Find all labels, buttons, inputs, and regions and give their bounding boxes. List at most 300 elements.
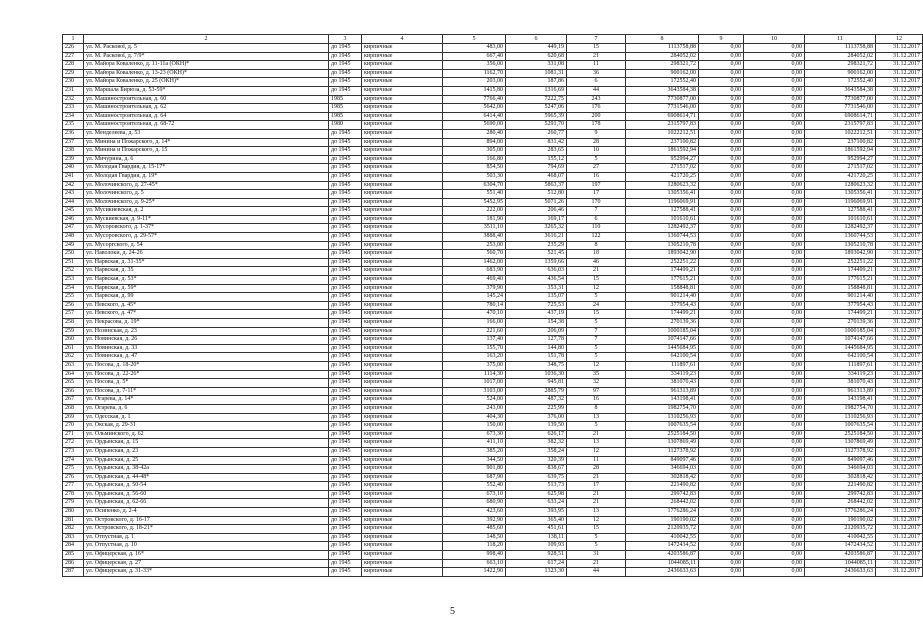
depreciation-cell: 0,00 [699, 181, 744, 190]
total-area-cell: 1017,00 [443, 379, 506, 388]
residual-value-cell: 1113758,88 [805, 44, 876, 53]
residual-value-cell: 1445684,95 [805, 344, 876, 353]
residual-value-cell: 1893042,90 [805, 250, 876, 259]
accrued-amount-cell: 0,00 [744, 344, 805, 353]
construction-year-cell: 1985 [329, 104, 362, 113]
wall-material-cell: кирпичные [362, 525, 443, 534]
column-header: 2 [84, 35, 329, 44]
residents-cell: 13 [567, 439, 626, 448]
construction-year-cell: до 1945 [329, 525, 362, 534]
wall-material-cell: кирпичные [362, 551, 443, 560]
depreciation-cell: 0,00 [699, 551, 744, 560]
residents-cell: 12 [567, 447, 626, 456]
wall-material-cell: кирпичные [362, 327, 443, 336]
row-number-cell: 287 [63, 568, 84, 577]
living-area-cell: 617,24 [506, 559, 567, 568]
living-area-cell: 725,53 [506, 301, 567, 310]
total-area-cell: 118,20 [443, 542, 506, 551]
address-cell: ул. Отпустная, д. 1 [84, 533, 329, 542]
table-row [63, 319, 923, 328]
living-area-cell: 1316,69 [506, 86, 567, 95]
address-cell: ул. Окская, д. 29-31 [84, 422, 329, 431]
depreciation-cell: 0,00 [699, 404, 744, 413]
depreciation-cell: 0,00 [699, 336, 744, 345]
living-area-cell: 794,69 [506, 164, 567, 173]
accrued-amount-cell: 0,00 [744, 215, 805, 224]
table-row [63, 224, 923, 233]
row-number-cell: 269 [63, 413, 84, 422]
living-area-cell: 513,73 [506, 482, 567, 491]
table-row [63, 422, 923, 431]
construction-year-cell: до 1945 [329, 430, 362, 439]
living-area-cell: 127,78 [506, 336, 567, 345]
depreciation-cell: 0,00 [699, 361, 744, 370]
depreciation-cell: 0,00 [699, 447, 744, 456]
book-value-cell: 221490,82 [626, 482, 699, 491]
accrued-amount-cell: 0,00 [744, 224, 805, 233]
residual-value-cell: 177615,21 [805, 276, 876, 285]
residents-cell: 12 [567, 516, 626, 525]
valuation-date-cell: 31.12.2017 [876, 327, 923, 336]
accrued-amount-cell: 0,00 [744, 422, 805, 431]
residual-value-cell: 1776286,24 [805, 508, 876, 517]
valuation-date-cell: 31.12.2017 [876, 284, 923, 293]
living-area-cell: 187,86 [506, 78, 567, 87]
depreciation-cell: 0,00 [699, 112, 744, 121]
depreciation-cell: 0,00 [699, 482, 744, 491]
row-number-cell: 284 [63, 542, 84, 551]
residual-value-cell: 299742,83 [805, 490, 876, 499]
book-value-cell: 1074147,66 [626, 336, 699, 345]
valuation-date-cell: 31.12.2017 [876, 241, 923, 250]
book-value-cell: 849097,46 [626, 456, 699, 465]
residents-cell: 13 [567, 413, 626, 422]
book-value-cell: 190190,02 [626, 516, 699, 525]
residents-cell: 5 [567, 422, 626, 431]
depreciation-cell: 0,00 [699, 172, 744, 181]
residual-value-cell: 377954,43 [805, 301, 876, 310]
row-number-cell: 283 [63, 533, 84, 542]
depreciation-cell: 0,00 [699, 508, 744, 517]
book-value-cell: 1022212,51 [626, 129, 699, 138]
wall-material-cell: кирпичные [362, 172, 443, 181]
living-area-cell: 1359,66 [506, 258, 567, 267]
total-area-cell: 385,20 [443, 447, 506, 456]
valuation-date-cell: 31.12.2017 [876, 138, 923, 147]
residents-cell: 15 [567, 44, 626, 53]
living-area-cell: 620,68 [506, 52, 567, 61]
living-area-cell: 436,54 [506, 276, 567, 285]
construction-year-cell: до 1945 [329, 447, 362, 456]
residual-value-cell: 1196069,91 [805, 198, 876, 207]
accrued-amount-cell: 0,00 [744, 559, 805, 568]
residents-cell: 15 [567, 525, 626, 534]
column-header: 5 [443, 35, 506, 44]
book-value-cell: 1127378,92 [626, 447, 699, 456]
row-number-cell: 258 [63, 319, 84, 328]
living-area-cell: 331,08 [506, 61, 567, 70]
row-number-cell: 274 [63, 456, 84, 465]
construction-year-cell: до 1945 [329, 473, 362, 482]
accrued-amount-cell: 0,00 [744, 198, 805, 207]
living-area-cell: 365,40 [506, 516, 567, 525]
column-header: 7 [567, 35, 626, 44]
table-row [63, 112, 923, 121]
wall-material-cell: кирпичные [362, 542, 443, 551]
address-cell: ул. Мусоровского, д. 1-37* [84, 224, 329, 233]
register-sheet [62, 34, 920, 577]
living-area-cell: 109,93 [506, 542, 567, 551]
construction-year-cell: до 1945 [329, 370, 362, 379]
valuation-date-cell: 31.12.2017 [876, 396, 923, 405]
wall-material-cell: кирпичные [362, 361, 443, 370]
residual-value-cell: 1280623,32 [805, 181, 876, 190]
table-row [63, 138, 923, 147]
accrued-amount-cell: 0,00 [744, 258, 805, 267]
construction-year-cell: до 1945 [329, 172, 362, 181]
row-number-cell: 264 [63, 370, 84, 379]
depreciation-cell: 0,00 [699, 44, 744, 53]
book-value-cell: 381070,43 [626, 379, 699, 388]
accrued-amount-cell: 0,00 [744, 533, 805, 542]
residual-value-cell: 346694,03 [805, 465, 876, 474]
living-area-cell: 831,42 [506, 138, 567, 147]
valuation-date-cell: 31.12.2017 [876, 233, 923, 242]
accrued-amount-cell: 0,00 [744, 310, 805, 319]
total-area-cell: 166,00 [443, 319, 506, 328]
accrued-amount-cell: 0,00 [744, 568, 805, 577]
column-header: 8 [626, 35, 699, 44]
table-row [63, 387, 923, 396]
row-number-cell: 275 [63, 465, 84, 474]
wall-material-cell: кирпичные [362, 404, 443, 413]
construction-year-cell: до 1945 [329, 456, 362, 465]
living-area-cell: 451,61 [506, 525, 567, 534]
residents-cell: 197 [567, 181, 626, 190]
living-area-cell: 1036,30 [506, 370, 567, 379]
depreciation-cell: 0,00 [699, 525, 744, 534]
address-cell: ул. Майора Коваленко, д. 11-11а (ОКН)* [84, 61, 329, 70]
table-row [63, 508, 923, 517]
book-value-cell: 952994,27 [626, 155, 699, 164]
residual-value-cell: 158848,81 [805, 284, 876, 293]
book-value-cell: 299742,83 [626, 490, 699, 499]
construction-year-cell: до 1945 [329, 164, 362, 173]
book-value-cell: 334119,23 [626, 370, 699, 379]
row-number-cell: 270 [63, 422, 84, 431]
residual-value-cell: 143198,41 [805, 396, 876, 405]
construction-year-cell: до 1945 [329, 301, 362, 310]
total-area-cell: 344,50 [443, 456, 506, 465]
book-value-cell: 1000185,04 [626, 327, 699, 336]
address-cell: ул. Нарвская, д. 99 [84, 293, 329, 302]
depreciation-cell: 0,00 [699, 344, 744, 353]
residual-value-cell: 111897,61 [805, 361, 876, 370]
valuation-date-cell: 31.12.2017 [876, 121, 923, 130]
total-area-cell: 3511,10 [443, 224, 506, 233]
living-area-cell: 393,95 [506, 508, 567, 517]
residual-value-cell: 7731546,00 [805, 104, 876, 113]
accrued-amount-cell: 0,00 [744, 121, 805, 130]
construction-year-cell: до 1945 [329, 490, 362, 499]
residual-value-cell: 1305356,41 [805, 190, 876, 199]
living-area-cell: 636,03 [506, 267, 567, 276]
row-number-cell: 249 [63, 241, 84, 250]
row-number-cell: 273 [63, 447, 84, 456]
address-cell: ул. Машиностроительная, д. 62 [84, 104, 329, 113]
depreciation-cell: 0,00 [699, 430, 744, 439]
accrued-amount-cell: 0,00 [744, 181, 805, 190]
total-area-cell: 243,00 [443, 404, 506, 413]
total-area-cell: 663,10 [443, 559, 506, 568]
address-cell: ул. Ордынская, д. 23 [84, 447, 329, 456]
living-area-cell: 144,80 [506, 344, 567, 353]
residents-cell: 6 [567, 78, 626, 87]
total-area-cell: 181,90 [443, 215, 506, 224]
wall-material-cell: кирпичные [362, 310, 443, 319]
living-area-cell: 376,00 [506, 413, 567, 422]
address-cell: ул. Молодая Гвардия, д. 19* [84, 172, 329, 181]
table-row [63, 301, 923, 310]
valuation-date-cell: 31.12.2017 [876, 258, 923, 267]
depreciation-cell: 0,00 [699, 198, 744, 207]
wall-material-cell: кирпичные [362, 559, 443, 568]
valuation-date-cell: 31.12.2017 [876, 490, 923, 499]
residual-value-cell: 849097,46 [805, 456, 876, 465]
valuation-date-cell: 31.12.2017 [876, 164, 923, 173]
book-value-cell: 298321,72 [626, 61, 699, 70]
address-cell: ул. Ольминского, д. 62 [84, 430, 329, 439]
valuation-date-cell: 31.12.2017 [876, 78, 923, 87]
residents-cell: 21 [567, 559, 626, 568]
construction-year-cell: до 1945 [329, 533, 362, 542]
row-number-cell: 276 [63, 473, 84, 482]
accrued-amount-cell: 0,00 [744, 207, 805, 216]
wall-material-cell: кирпичные [362, 276, 443, 285]
accrued-amount-cell: 0,00 [744, 396, 805, 405]
accrued-amount-cell: 0,00 [744, 44, 805, 53]
wall-material-cell: кирпичные [362, 499, 443, 508]
accrued-amount-cell: 0,00 [744, 516, 805, 525]
row-number-cell: 239 [63, 155, 84, 164]
depreciation-cell: 0,00 [699, 121, 744, 130]
depreciation-cell: 0,00 [699, 95, 744, 104]
row-number-cell: 268 [63, 404, 84, 413]
construction-year-cell: до 1945 [329, 439, 362, 448]
wall-material-cell: кирпичные [362, 447, 443, 456]
valuation-date-cell: 31.12.2017 [876, 525, 923, 534]
accrued-amount-cell: 0,00 [744, 327, 805, 336]
total-area-cell: 411,10 [443, 439, 506, 448]
construction-year-cell: до 1945 [329, 379, 362, 388]
book-value-cell: 302818,42 [626, 473, 699, 482]
valuation-date-cell: 31.12.2017 [876, 250, 923, 259]
residents-cell: 5 [567, 319, 626, 328]
wall-material-cell: кирпичные [362, 490, 443, 499]
table-row [63, 104, 923, 113]
total-area-cell: 6414,40 [443, 112, 506, 121]
valuation-date-cell: 31.12.2017 [876, 370, 923, 379]
wall-material-cell: кирпичные [362, 155, 443, 164]
valuation-date-cell: 31.12.2017 [876, 559, 923, 568]
residents-cell: 24 [567, 301, 626, 310]
address-cell: ул. Отпустная, д. 10 [84, 542, 329, 551]
accrued-amount-cell: 0,00 [744, 69, 805, 78]
residents-cell: 110 [567, 224, 626, 233]
depreciation-cell: 0,00 [699, 78, 744, 87]
valuation-date-cell: 31.12.2017 [876, 198, 923, 207]
wall-material-cell: кирпичные [362, 104, 443, 113]
book-value-cell: 7730877,00 [626, 95, 699, 104]
depreciation-cell: 0,00 [699, 164, 744, 173]
row-number-cell: 228 [63, 61, 84, 70]
depreciation-cell: 0,00 [699, 456, 744, 465]
column-number-row [63, 35, 923, 44]
row-number-cell: 232 [63, 95, 84, 104]
wall-material-cell: кирпичные [362, 482, 443, 491]
depreciation-cell: 0,00 [699, 490, 744, 499]
total-area-cell: 552,40 [443, 482, 506, 491]
row-number-cell: 271 [63, 430, 84, 439]
accrued-amount-cell: 0,00 [744, 499, 805, 508]
living-area-cell: 437,19 [506, 310, 567, 319]
construction-year-cell: до 1945 [329, 361, 362, 370]
accrued-amount-cell: 0,00 [744, 551, 805, 560]
residual-value-cell: 1007635,54 [805, 422, 876, 431]
book-value-cell: 1044085,11 [626, 559, 699, 568]
table-row [63, 95, 923, 104]
residents-cell: 5 [567, 353, 626, 362]
total-area-cell: 253,00 [443, 241, 506, 250]
residual-value-cell: 284052,02 [805, 52, 876, 61]
book-value-cell: 268442,02 [626, 499, 699, 508]
living-area-cell: 928,51 [506, 551, 567, 560]
wall-material-cell: кирпичные [362, 439, 443, 448]
residual-value-cell: 270139,36 [805, 319, 876, 328]
book-value-cell: 143198,41 [626, 396, 699, 405]
residual-value-cell: 127588,41 [805, 207, 876, 216]
total-area-cell: 137,40 [443, 336, 506, 345]
accrued-amount-cell: 0,00 [744, 276, 805, 285]
wall-material-cell: кирпичные [362, 224, 443, 233]
valuation-date-cell: 31.12.2017 [876, 533, 923, 542]
row-number-cell: 279 [63, 499, 84, 508]
book-value-cell: 237100,82 [626, 138, 699, 147]
depreciation-cell: 0,00 [699, 319, 744, 328]
address-cell: ул. Молочинского, д. 27-45* [84, 181, 329, 190]
table-row [63, 276, 923, 285]
living-area-cell: 5247,06 [506, 104, 567, 113]
residents-cell: 28 [567, 465, 626, 474]
table-row [63, 121, 923, 130]
residents-cell: 7 [567, 207, 626, 216]
residual-value-cell: 298321,72 [805, 61, 876, 70]
living-area-cell: 512,80 [506, 190, 567, 199]
wall-material-cell: кирпичные [362, 370, 443, 379]
accrued-amount-cell: 0,00 [744, 95, 805, 104]
construction-year-cell: до 1945 [329, 568, 362, 577]
wall-material-cell: кирпичные [362, 250, 443, 259]
residents-cell: 97 [567, 387, 626, 396]
book-value-cell: 346694,03 [626, 465, 699, 474]
book-value-cell: 7731546,00 [626, 104, 699, 113]
living-area-cell: 5291,70 [506, 121, 567, 130]
total-area-cell: 356,00 [443, 61, 506, 70]
row-number-cell: 259 [63, 327, 84, 336]
living-area-cell: 206,46 [506, 207, 567, 216]
address-cell: ул. Маршала Бирюза, д. 53-59* [84, 86, 329, 95]
table-row [63, 327, 923, 336]
address-cell: ул. Мусикиевская, д. 2 [84, 207, 329, 216]
accrued-amount-cell: 0,00 [744, 413, 805, 422]
total-area-cell: 6304,70 [443, 181, 506, 190]
book-value-cell: 900162,00 [626, 69, 699, 78]
valuation-date-cell: 31.12.2017 [876, 336, 923, 345]
residual-value-cell: 237100,82 [805, 138, 876, 147]
table-row [63, 379, 923, 388]
living-area-cell: 3265,32 [506, 224, 567, 233]
row-number-cell: 282 [63, 525, 84, 534]
residents-cell: 122 [567, 233, 626, 242]
valuation-date-cell: 31.12.2017 [876, 439, 923, 448]
construction-year-cell: до 1945 [329, 465, 362, 474]
residual-value-cell: 252251,22 [805, 258, 876, 267]
accrued-amount-cell: 0,00 [744, 370, 805, 379]
residual-value-cell: 1000185,04 [805, 327, 876, 336]
column-header: 3 [329, 35, 362, 44]
accrued-amount-cell: 0,00 [744, 267, 805, 276]
living-area-cell: 1323,30 [506, 568, 567, 577]
depreciation-cell: 0,00 [699, 61, 744, 70]
depreciation-cell: 0,00 [699, 379, 744, 388]
wall-material-cell: кирпичные [362, 164, 443, 173]
table-row [63, 86, 923, 95]
valuation-date-cell: 31.12.2017 [876, 447, 923, 456]
row-number-cell: 253 [63, 276, 84, 285]
row-number-cell: 230 [63, 78, 84, 87]
valuation-date-cell: 31.12.2017 [876, 508, 923, 517]
wall-material-cell: кирпичные [362, 387, 443, 396]
depreciation-cell: 0,00 [699, 327, 744, 336]
valuation-date-cell: 31.12.2017 [876, 112, 923, 121]
address-cell: ул. Машиностроительная, д. 68-72 [84, 121, 329, 130]
living-area-cell: 5071,26 [506, 198, 567, 207]
residents-cell: 46 [567, 258, 626, 267]
column-header: 9 [699, 35, 744, 44]
total-area-cell: 305,00 [443, 147, 506, 156]
accrued-amount-cell: 0,00 [744, 241, 805, 250]
residents-cell: 5 [567, 293, 626, 302]
address-cell: ул. Молочинского, д. 9-25* [84, 198, 329, 207]
wall-material-cell: кирпичные [362, 207, 443, 216]
wall-material-cell: кирпичные [362, 121, 443, 130]
address-cell: ул. Ордынская, д. 15 [84, 439, 329, 448]
residents-cell: 243 [567, 95, 626, 104]
total-area-cell: 524,00 [443, 396, 506, 405]
column-header: 10 [744, 35, 805, 44]
address-cell: ул. Мичурина, д. 6 [84, 155, 329, 164]
accrued-amount-cell: 0,00 [744, 155, 805, 164]
table-row [63, 198, 923, 207]
column-header: 11 [805, 35, 876, 44]
wall-material-cell: кирпичные [362, 353, 443, 362]
residents-cell: 5 [567, 344, 626, 353]
table-row [63, 69, 923, 78]
address-cell: ул. Молочинского, д. 5 [84, 190, 329, 199]
residents-cell: 5 [567, 155, 626, 164]
table-row [63, 413, 923, 422]
construction-year-cell: до 1945 [329, 250, 362, 259]
